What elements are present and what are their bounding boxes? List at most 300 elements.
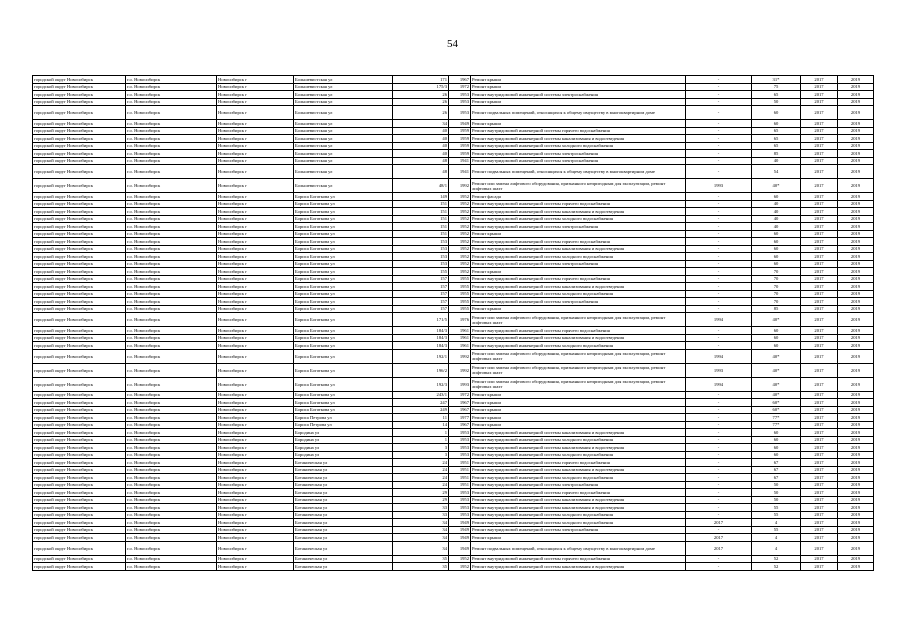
locality-cell: Новосибирск г — [217, 260, 294, 268]
build-year-cell: 1941 — [449, 157, 471, 165]
build-year-cell: 1959 — [449, 127, 471, 135]
street-cell: Ботаническая ул — [294, 459, 393, 467]
wear-cell: 60 — [752, 429, 801, 437]
plan-start-cell: 2017 — [801, 313, 838, 327]
street-cell: Большевистская ул — [294, 127, 393, 135]
last-repair-year-cell: - — [686, 459, 752, 467]
house-number-cell: 157 — [393, 290, 449, 298]
plan-end-cell: 2019 — [838, 391, 874, 399]
wear-cell: 70 — [752, 268, 801, 276]
locality-cell: Новосибирск г — [217, 342, 294, 350]
build-year-cell: 1949 — [449, 526, 471, 534]
last-repair-year-cell: - — [686, 223, 752, 231]
house-number-cell: 175/3 — [393, 83, 449, 91]
work-type-cell: Ремонт внутридомовой инженерной системы электроснабжения — [471, 150, 686, 158]
house-number-cell: 151 — [393, 200, 449, 208]
last-repair-year-cell: - — [686, 200, 752, 208]
wear-cell: 52 — [752, 563, 801, 571]
house-number-cell: 35 — [393, 555, 449, 563]
street-cell: Бориса Богаткова ул — [294, 327, 393, 335]
plan-start-cell: 2017 — [801, 223, 838, 231]
plan-end-cell: 2019 — [838, 165, 874, 179]
plan-end-cell: 2019 — [838, 91, 874, 99]
work-type-cell: Ремонт внутридомовой инженерной системы канализования и водоотведения — [471, 563, 686, 571]
street-cell: Бородина ул — [294, 436, 393, 444]
district-cell: г.о. Новосибирск — [126, 421, 217, 429]
wear-cell: 55 — [752, 511, 801, 519]
last-repair-year-cell: - — [686, 208, 752, 216]
municipality-cell: городской округ Новосибирск — [33, 474, 126, 482]
street-cell: Большевистская ул — [294, 98, 393, 106]
work-type-cell: Ремонт внутридомовой инженерной системы канализования и водоотведения — [471, 429, 686, 437]
street-cell: Ботаническая ул — [294, 541, 393, 555]
street-cell: Бориса Богаткова ул — [294, 305, 393, 313]
build-year-cell: 1949 — [449, 534, 471, 542]
build-year-cell: 1967 — [449, 76, 471, 84]
street-cell: Ботаническая ул — [294, 504, 393, 512]
build-year-cell: 1961 — [449, 327, 471, 335]
locality-cell: Новосибирск г — [217, 179, 294, 193]
build-year-cell: 1972 — [449, 391, 471, 399]
street-cell: Бориса Богаткова ул — [294, 399, 393, 407]
street-cell: Ботаническая ул — [294, 481, 393, 489]
locality-cell: Новосибирск г — [217, 120, 294, 128]
plan-start-cell: 2017 — [801, 98, 838, 106]
wear-cell: 50 — [752, 489, 801, 497]
street-cell: Бородина ул — [294, 429, 393, 437]
build-year-cell: 1972 — [449, 83, 471, 91]
plan-end-cell: 2019 — [838, 349, 874, 363]
municipality-cell: городской округ Новосибирск — [33, 91, 126, 99]
district-cell: г.о. Новосибирск — [126, 283, 217, 291]
build-year-cell: 1953 — [449, 98, 471, 106]
plan-start-cell: 2017 — [801, 290, 838, 298]
build-year-cell: 1993 — [449, 377, 471, 391]
work-type-cell: Ремонт внутридомовой инженерной системы канализования и водоотведения — [471, 334, 686, 342]
build-year-cell: 1949 — [449, 120, 471, 128]
street-cell: Ботаническая ул — [294, 555, 393, 563]
house-number-cell: 33 — [393, 511, 449, 519]
municipality-cell: городской округ Новосибирск — [33, 260, 126, 268]
municipality-cell: городской округ Новосибирск — [33, 298, 126, 306]
locality-cell: Новосибирск г — [217, 327, 294, 335]
last-repair-year-cell: - — [686, 563, 752, 571]
locality-cell: Новосибирск г — [217, 504, 294, 512]
last-repair-year-cell: - — [686, 215, 752, 223]
work-type-cell: Ремонт внутридомовой инженерной системы холодного водоснабжения — [471, 519, 686, 527]
street-cell: Большевистская ул — [294, 150, 393, 158]
district-cell: г.о. Новосибирск — [126, 253, 217, 261]
locality-cell: Новосибирск г — [217, 305, 294, 313]
plan-end-cell: 2019 — [838, 305, 874, 313]
district-cell: г.о. Новосибирск — [126, 268, 217, 276]
work-type-cell: Ремонт внутридомовой инженерной системы электроснабжения — [471, 91, 686, 99]
plan-start-cell: 2017 — [801, 253, 838, 261]
locality-cell: Новосибирск г — [217, 238, 294, 246]
build-year-cell: 1951 — [449, 466, 471, 474]
plan-start-cell: 2017 — [801, 127, 838, 135]
locality-cell: Новосибирск г — [217, 421, 294, 429]
house-number-cell: 153 — [393, 238, 449, 246]
district-cell: г.о. Новосибирск — [126, 142, 217, 150]
plan-end-cell: 2019 — [838, 127, 874, 135]
plan-start-cell: 2017 — [801, 260, 838, 268]
locality-cell: Новосибирск г — [217, 76, 294, 84]
last-repair-year-cell: - — [686, 429, 752, 437]
work-type-cell: Ремонт внутридомовой инженерной системы горячего водоснабжения — [471, 200, 686, 208]
last-repair-year-cell: - — [686, 474, 752, 482]
table-row — [33, 377, 874, 391]
house-number-cell: 157 — [393, 305, 449, 313]
work-type-cell: Ремонт внутридомовой инженерной системы канализования и водоотведения — [471, 208, 686, 216]
work-type-cell: Ремонт внутридомовой инженерной системы горячего водоснабжения — [471, 459, 686, 467]
wear-cell: 60 — [752, 253, 801, 261]
plan-start-cell: 2017 — [801, 377, 838, 391]
street-cell: Большевистская ул — [294, 76, 393, 84]
wear-cell: 60 — [752, 193, 801, 201]
wear-cell: 60 — [752, 342, 801, 350]
plan-start-cell: 2017 — [801, 363, 838, 377]
district-cell: г.о. Новосибирск — [126, 106, 217, 120]
street-cell: Бориса Богаткова ул — [294, 283, 393, 291]
wear-cell: 4 — [752, 541, 801, 555]
wear-cell: 40* — [752, 391, 801, 399]
street-cell: Бориса Богаткова ул — [294, 245, 393, 253]
wear-cell: 52 — [752, 555, 801, 563]
plan-start-cell: 2017 — [801, 245, 838, 253]
street-cell: Бориса Богаткова ул — [294, 230, 393, 238]
build-year-cell: 1953 — [449, 496, 471, 504]
street-cell: Ботаническая ул — [294, 474, 393, 482]
table-row — [33, 526, 874, 534]
wear-cell: 40 — [752, 208, 801, 216]
plan-end-cell: 2019 — [838, 106, 874, 120]
house-number-cell: 155 — [393, 268, 449, 276]
last-repair-year-cell: - — [686, 414, 752, 422]
municipality-cell: городской округ Новосибирск — [33, 142, 126, 150]
house-number-cell: 48/1 — [393, 179, 449, 193]
district-cell: г.о. Новосибирск — [126, 555, 217, 563]
street-cell: Бориса Богаткова ул — [294, 223, 393, 231]
district-cell: г.о. Новосибирск — [126, 474, 217, 482]
build-year-cell: 1953 — [449, 91, 471, 99]
house-number-cell: 24 — [393, 466, 449, 474]
municipality-cell: городской округ Новосибирск — [33, 275, 126, 283]
locality-cell: Новосибирск г — [217, 230, 294, 238]
work-type-cell: Ремонт крыши — [471, 98, 686, 106]
last-repair-year-cell: - — [686, 511, 752, 519]
wear-cell: 60 — [752, 334, 801, 342]
plan-end-cell: 2019 — [838, 541, 874, 555]
municipality-cell: городской округ Новосибирск — [33, 406, 126, 414]
municipality-cell: городской округ Новосибирск — [33, 363, 126, 377]
build-year-cell: 1955 — [449, 290, 471, 298]
work-type-cell: Ремонт внутридомовой инженерной системы канализования и водоотведения — [471, 135, 686, 143]
street-cell: Большевистская ул — [294, 142, 393, 150]
work-type-cell: Ремонт или замена лифтового оборудования, признанного непригодным для эксплуатации, ремонт лифтовых шахт — [471, 179, 686, 193]
wear-cell: 60 — [752, 106, 801, 120]
municipality-cell: городской округ Новосибирск — [33, 238, 126, 246]
build-year-cell: 1951 — [449, 459, 471, 467]
work-type-cell: Ремонт внутридомовой инженерной системы горячего водоснабжения — [471, 127, 686, 135]
house-number-cell: 243/1 — [393, 391, 449, 399]
last-repair-year-cell: - — [686, 305, 752, 313]
locality-cell: Новосибирск г — [217, 157, 294, 165]
table-row — [33, 165, 874, 179]
last-repair-year-cell: 1994 — [686, 349, 752, 363]
municipality-cell: городской округ Новосибирск — [33, 534, 126, 542]
house-number-cell: 153 — [393, 245, 449, 253]
plan-start-cell: 2017 — [801, 298, 838, 306]
table-row — [33, 342, 874, 350]
locality-cell: Новосибирск г — [217, 511, 294, 519]
last-repair-year-cell: - — [686, 334, 752, 342]
wear-cell: 40* — [752, 377, 801, 391]
district-cell: г.о. Новосибирск — [126, 496, 217, 504]
house-number-cell: 40 — [393, 142, 449, 150]
work-type-cell: Ремонт внутридомовой инженерной системы горячего водоснабжения — [471, 327, 686, 335]
wear-cell: 67 — [752, 459, 801, 467]
district-cell: г.о. Новосибирск — [126, 135, 217, 143]
locality-cell: Новосибирск г — [217, 466, 294, 474]
wear-cell: 4 — [752, 534, 801, 542]
plan-start-cell: 2017 — [801, 399, 838, 407]
district-cell: г.о. Новосибирск — [126, 451, 217, 459]
locality-cell: Новосибирск г — [217, 193, 294, 201]
locality-cell: Новосибирск г — [217, 377, 294, 391]
plan-end-cell: 2019 — [838, 238, 874, 246]
street-cell: Ботаническая ул — [294, 496, 393, 504]
plan-start-cell: 2017 — [801, 459, 838, 467]
build-year-cell: 1952 — [449, 268, 471, 276]
house-number-cell: 3 — [393, 451, 449, 459]
house-number-cell: 40 — [393, 150, 449, 158]
plan-end-cell: 2019 — [838, 377, 874, 391]
work-type-cell: Ремонт внутридомовой инженерной системы холодного водоснабжения — [471, 342, 686, 350]
house-number-cell: 151 — [393, 230, 449, 238]
wear-cell: 55 — [752, 526, 801, 534]
plan-start-cell: 2017 — [801, 179, 838, 193]
work-type-cell: Ремонт внутридомовой инженерной системы холодного водоснабжения — [471, 511, 686, 519]
work-type-cell: Ремонт внутридомовой инженерной системы канализования и водоотведения — [471, 466, 686, 474]
street-cell: Бориса Богаткова ул — [294, 290, 393, 298]
district-cell: г.о. Новосибирск — [126, 208, 217, 216]
locality-cell: Новосибирск г — [217, 391, 294, 399]
table-row — [33, 76, 874, 84]
house-number-cell: 34 — [393, 519, 449, 527]
plan-end-cell: 2019 — [838, 555, 874, 563]
table-row — [33, 459, 874, 467]
plan-end-cell: 2019 — [838, 519, 874, 527]
district-cell: г.о. Новосибирск — [126, 363, 217, 377]
locality-cell: Новосибирск г — [217, 451, 294, 459]
house-number-cell: 26 — [393, 91, 449, 99]
locality-cell: Новосибирск г — [217, 290, 294, 298]
build-year-cell: 1949 — [449, 519, 471, 527]
work-type-cell: Ремонт внутридомовой инженерной системы канализования и водоотведения — [471, 283, 686, 291]
work-type-cell: Ремонт крыши — [471, 230, 686, 238]
wear-cell: 60 — [752, 260, 801, 268]
plan-start-cell: 2017 — [801, 511, 838, 519]
district-cell: г.о. Новосибирск — [126, 526, 217, 534]
last-repair-year-cell: - — [686, 268, 752, 276]
house-number-cell: 29 — [393, 496, 449, 504]
table-row — [33, 511, 874, 519]
house-number-cell: 247 — [393, 399, 449, 407]
plan-end-cell: 2019 — [838, 327, 874, 335]
house-number-cell: 29 — [393, 489, 449, 497]
house-number-cell: 192/1 — [393, 349, 449, 363]
municipality-cell: городской округ Новосибирск — [33, 106, 126, 120]
street-cell: Бориса Богаткова ул — [294, 406, 393, 414]
work-type-cell: Ремонт внутридомовой инженерной системы электроснабжения — [471, 260, 686, 268]
house-number-cell: 24 — [393, 474, 449, 482]
house-number-cell: 40 — [393, 127, 449, 135]
district-cell: г.о. Новосибирск — [126, 377, 217, 391]
table-row — [33, 436, 874, 444]
table-row — [33, 238, 874, 246]
street-cell: Большевистская ул — [294, 157, 393, 165]
municipality-cell: городской округ Новосибирск — [33, 127, 126, 135]
street-cell: Ботаническая ул — [294, 534, 393, 542]
locality-cell: Новосибирск г — [217, 363, 294, 377]
street-cell: Бориса Богаткова ул — [294, 298, 393, 306]
district-cell: г.о. Новосибирск — [126, 313, 217, 327]
municipality-cell: городской округ Новосибирск — [33, 334, 126, 342]
last-repair-year-cell: - — [686, 406, 752, 414]
table-row — [33, 208, 874, 216]
street-cell: Бориса Богаткова ул — [294, 208, 393, 216]
wear-cell: 70 — [752, 298, 801, 306]
plan-start-cell: 2017 — [801, 334, 838, 342]
work-type-cell: Ремонт внутридомовой инженерной системы холодного водоснабжения — [471, 253, 686, 261]
last-repair-year-cell: - — [686, 245, 752, 253]
plan-start-cell: 2017 — [801, 496, 838, 504]
wear-cell: 60 — [752, 451, 801, 459]
work-type-cell: Ремонт внутридомовой инженерной системы канализования и водоотведения — [471, 504, 686, 512]
house-number-cell: 33 — [393, 504, 449, 512]
table-row — [33, 349, 874, 363]
locality-cell: Новосибирск г — [217, 223, 294, 231]
locality-cell: Новосибирск г — [217, 313, 294, 327]
last-repair-year-cell: - — [686, 135, 752, 143]
wear-cell: 54 — [752, 165, 801, 179]
plan-end-cell: 2019 — [838, 534, 874, 542]
plan-start-cell: 2017 — [801, 474, 838, 482]
build-year-cell: 1959 — [449, 142, 471, 150]
table-row — [33, 260, 874, 268]
table-row — [33, 444, 874, 452]
work-type-cell: Ремонт или замена лифтового оборудования, признанного непригодным для эксплуатации, ремонт лифтовых шахт — [471, 349, 686, 363]
district-cell: г.о. Новосибирск — [126, 200, 217, 208]
work-type-cell: Ремонт внутридомовой инженерной системы холодного водоснабжения — [471, 436, 686, 444]
municipality-cell: городской округ Новосибирск — [33, 511, 126, 519]
build-year-cell: 1952 — [449, 253, 471, 261]
street-cell: Бориса Богаткова ул — [294, 391, 393, 399]
street-cell: Ботаническая ул — [294, 511, 393, 519]
work-type-cell: Ремонт фасада — [471, 193, 686, 201]
street-cell: Большевистская ул — [294, 135, 393, 143]
wear-cell: 60 — [752, 120, 801, 128]
plan-end-cell: 2019 — [838, 399, 874, 407]
build-year-cell: 1955 — [449, 305, 471, 313]
plan-start-cell: 2017 — [801, 526, 838, 534]
locality-cell: Новосибирск г — [217, 534, 294, 542]
wear-cell: 50 — [752, 481, 801, 489]
last-repair-year-cell: - — [686, 120, 752, 128]
plan-end-cell: 2019 — [838, 451, 874, 459]
house-number-cell: 184/3 — [393, 342, 449, 350]
plan-end-cell: 2019 — [838, 215, 874, 223]
street-cell: Большевистская ул — [294, 83, 393, 91]
district-cell: г.о. Новосибирск — [126, 391, 217, 399]
street-cell: Большевистская ул — [294, 120, 393, 128]
municipality-cell: городской округ Новосибирск — [33, 98, 126, 106]
plan-end-cell: 2019 — [838, 208, 874, 216]
district-cell: г.о. Новосибирск — [126, 429, 217, 437]
municipality-cell: городской округ Новосибирск — [33, 429, 126, 437]
municipality-cell: городской округ Новосибирск — [33, 150, 126, 158]
house-number-cell: 171/5 — [393, 313, 449, 327]
plan-end-cell: 2019 — [838, 253, 874, 261]
last-repair-year-cell: - — [686, 165, 752, 179]
table-row — [33, 193, 874, 201]
build-year-cell: 1952 — [449, 208, 471, 216]
house-number-cell: 151 — [393, 208, 449, 216]
plan-end-cell: 2019 — [838, 414, 874, 422]
street-cell: Бориса Богаткова ул — [294, 275, 393, 283]
wear-cell: 85 — [752, 305, 801, 313]
plan-start-cell: 2017 — [801, 436, 838, 444]
district-cell: г.о. Новосибирск — [126, 238, 217, 246]
district-cell: г.о. Новосибирск — [126, 98, 217, 106]
plan-start-cell: 2017 — [801, 142, 838, 150]
house-number-cell: 151 — [393, 215, 449, 223]
plan-end-cell: 2019 — [838, 526, 874, 534]
locality-cell: Новосибирск г — [217, 245, 294, 253]
work-type-cell: Ремонт внутридомовой инженерной системы электроснабжения — [471, 526, 686, 534]
district-cell: г.о. Новосибирск — [126, 414, 217, 422]
municipality-cell: городской округ Новосибирск — [33, 519, 126, 527]
work-type-cell: Ремонт крыши — [471, 76, 686, 84]
work-type-cell: Ремонт крыши — [471, 268, 686, 276]
house-number-cell: 153 — [393, 260, 449, 268]
locality-cell: Новосибирск г — [217, 83, 294, 91]
municipality-cell: городской округ Новосибирск — [33, 253, 126, 261]
work-type-cell: Ремонт или замена лифтового оборудования, признанного непригодным для эксплуатации, ремонт лифтовых шахт — [471, 313, 686, 327]
district-cell: г.о. Новосибирск — [126, 534, 217, 542]
build-year-cell: 1953 — [449, 436, 471, 444]
last-repair-year-cell: - — [686, 327, 752, 335]
municipality-cell: городской округ Новосибирск — [33, 342, 126, 350]
wear-cell: 40* — [752, 313, 801, 327]
wear-cell: 70 — [752, 283, 801, 291]
municipality-cell: городской округ Новосибирск — [33, 489, 126, 497]
build-year-cell: 1959 — [449, 150, 471, 158]
last-repair-year-cell: - — [686, 98, 752, 106]
plan-end-cell: 2019 — [838, 230, 874, 238]
build-year-cell: 1992 — [449, 179, 471, 193]
plan-end-cell: 2019 — [838, 363, 874, 377]
district-cell: г.о. Новосибирск — [126, 150, 217, 158]
work-type-cell: Ремонт внутридомовой инженерной системы горячего водоснабжения — [471, 489, 686, 497]
district-cell: г.о. Новосибирск — [126, 83, 217, 91]
municipality-cell: городской округ Новосибирск — [33, 555, 126, 563]
plan-start-cell: 2017 — [801, 466, 838, 474]
street-cell: Бориса Богаткова ул — [294, 215, 393, 223]
table-row — [33, 414, 874, 422]
house-number-cell: 48 — [393, 165, 449, 179]
